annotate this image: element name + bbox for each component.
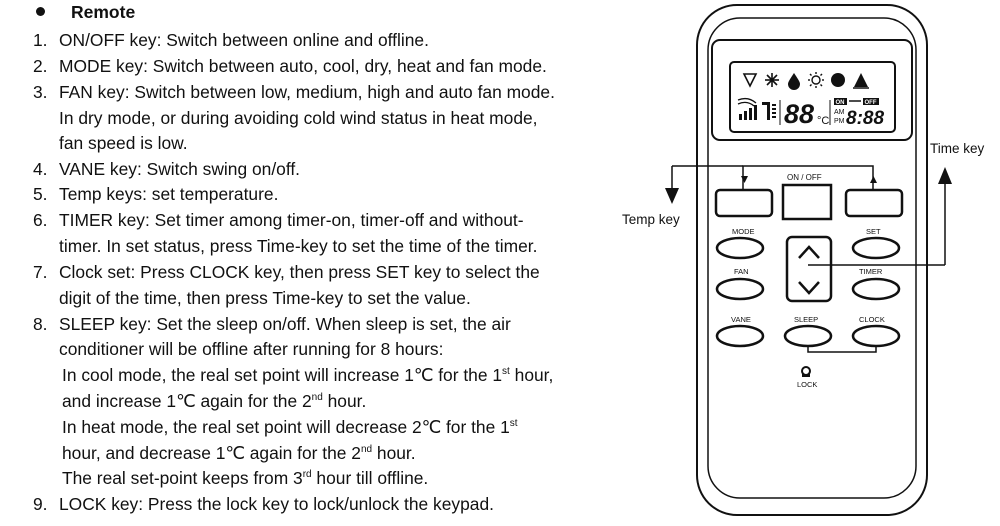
sleep-heat-line-1: In heat mode, the real set point will decrease 2℃ for the 1st (62, 417, 518, 437)
temp-key-label: Temp key (622, 212, 680, 227)
item-1: 1. ON/OFF key: Switch between online and offline. (33, 30, 429, 50)
sleep-heat-line-2: hour, and decrease 1℃ again for the 2nd hour. (62, 443, 416, 463)
timer-label: TIMER (859, 267, 883, 276)
vane-button[interactable] (717, 326, 763, 346)
timer-button[interactable] (853, 279, 899, 299)
item-5: 5. Temp keys: set temperature. (33, 184, 279, 204)
lcd-time: 8:88 (846, 108, 885, 129)
item-8: 8. SLEEP key: Set the sleep on/off. When sleep is set, the air (33, 314, 511, 334)
set-label: SET (866, 227, 881, 236)
item-3-line-2: In dry mode, or during avoiding cold wind status in heat mode, (59, 108, 538, 128)
cool-mode-icon (765, 73, 779, 87)
item-8-line-2: conditioner will be offline after running for 8 hours: (59, 339, 444, 359)
clock-button[interactable] (853, 326, 899, 346)
fan-mode-icon (831, 73, 845, 87)
time-key-arrow-icon (938, 167, 952, 184)
temp-key-arrow-icon (665, 188, 679, 204)
temp-down-button[interactable] (716, 190, 772, 216)
vane-label: VANE (731, 315, 751, 324)
item-3: 3. FAN key: Switch between low, medium, high and auto fan mode. (33, 82, 555, 102)
mode-label: MODE (732, 227, 755, 236)
lock-label: LOCK (797, 380, 818, 389)
item-6: 6. TIMER key: Set timer among timer-on, timer-off and without- (33, 210, 524, 230)
item-7: 7. Clock set: Press CLOCK key, then press SET key to select the (33, 262, 540, 282)
item-2: 2. MODE key: Switch between auto, cool, dry, heat and fan mode. (33, 56, 547, 76)
svg-text:OFF: OFF (864, 100, 877, 106)
sleep-label: SLEEP (794, 315, 819, 324)
on-off-label: ON / OFF (787, 173, 822, 182)
item-7-line-2: digit of the time, then press Time-key to set the value. (59, 288, 471, 308)
clock-label: CLOCK (859, 315, 885, 324)
item-9: 9. LOCK key: Press the lock key to lock/unlock the keypad. (33, 494, 494, 514)
section-heading: Remote (36, 2, 135, 23)
item-3-line-3: fan speed is low. (59, 133, 188, 153)
time-key-label: Time key (930, 141, 985, 156)
set-button[interactable] (853, 238, 899, 258)
fan-button[interactable] (717, 279, 763, 299)
lcd-temperature-unit: °C (817, 115, 830, 127)
item-4: 4. VANE key: Switch swing on/off. (33, 159, 300, 179)
sleep-cool-line-1: In cool mode, the real set point will increase 1℃ for the 1st hour, (62, 365, 554, 385)
sleep-hold-line: The real set-point keeps from 3rd hour till offline. (62, 468, 429, 488)
svg-text:ON: ON (835, 100, 845, 106)
lcd-am: AM (834, 109, 845, 116)
temp-up-button[interactable] (846, 190, 902, 216)
mode-button[interactable] (717, 238, 763, 258)
lcd-temperature: 88 (784, 99, 815, 129)
sleep-button[interactable] (785, 326, 831, 346)
sleep-cool-line-2: and increase 1℃ again for the 2nd hour. (62, 391, 367, 411)
lcd-pm: PM (834, 118, 845, 125)
fan-label: FAN (734, 267, 749, 276)
item-6-line-2: timer. In set status, press Time-key to set the time of the timer. (59, 236, 538, 256)
on-off-button[interactable] (783, 185, 831, 219)
